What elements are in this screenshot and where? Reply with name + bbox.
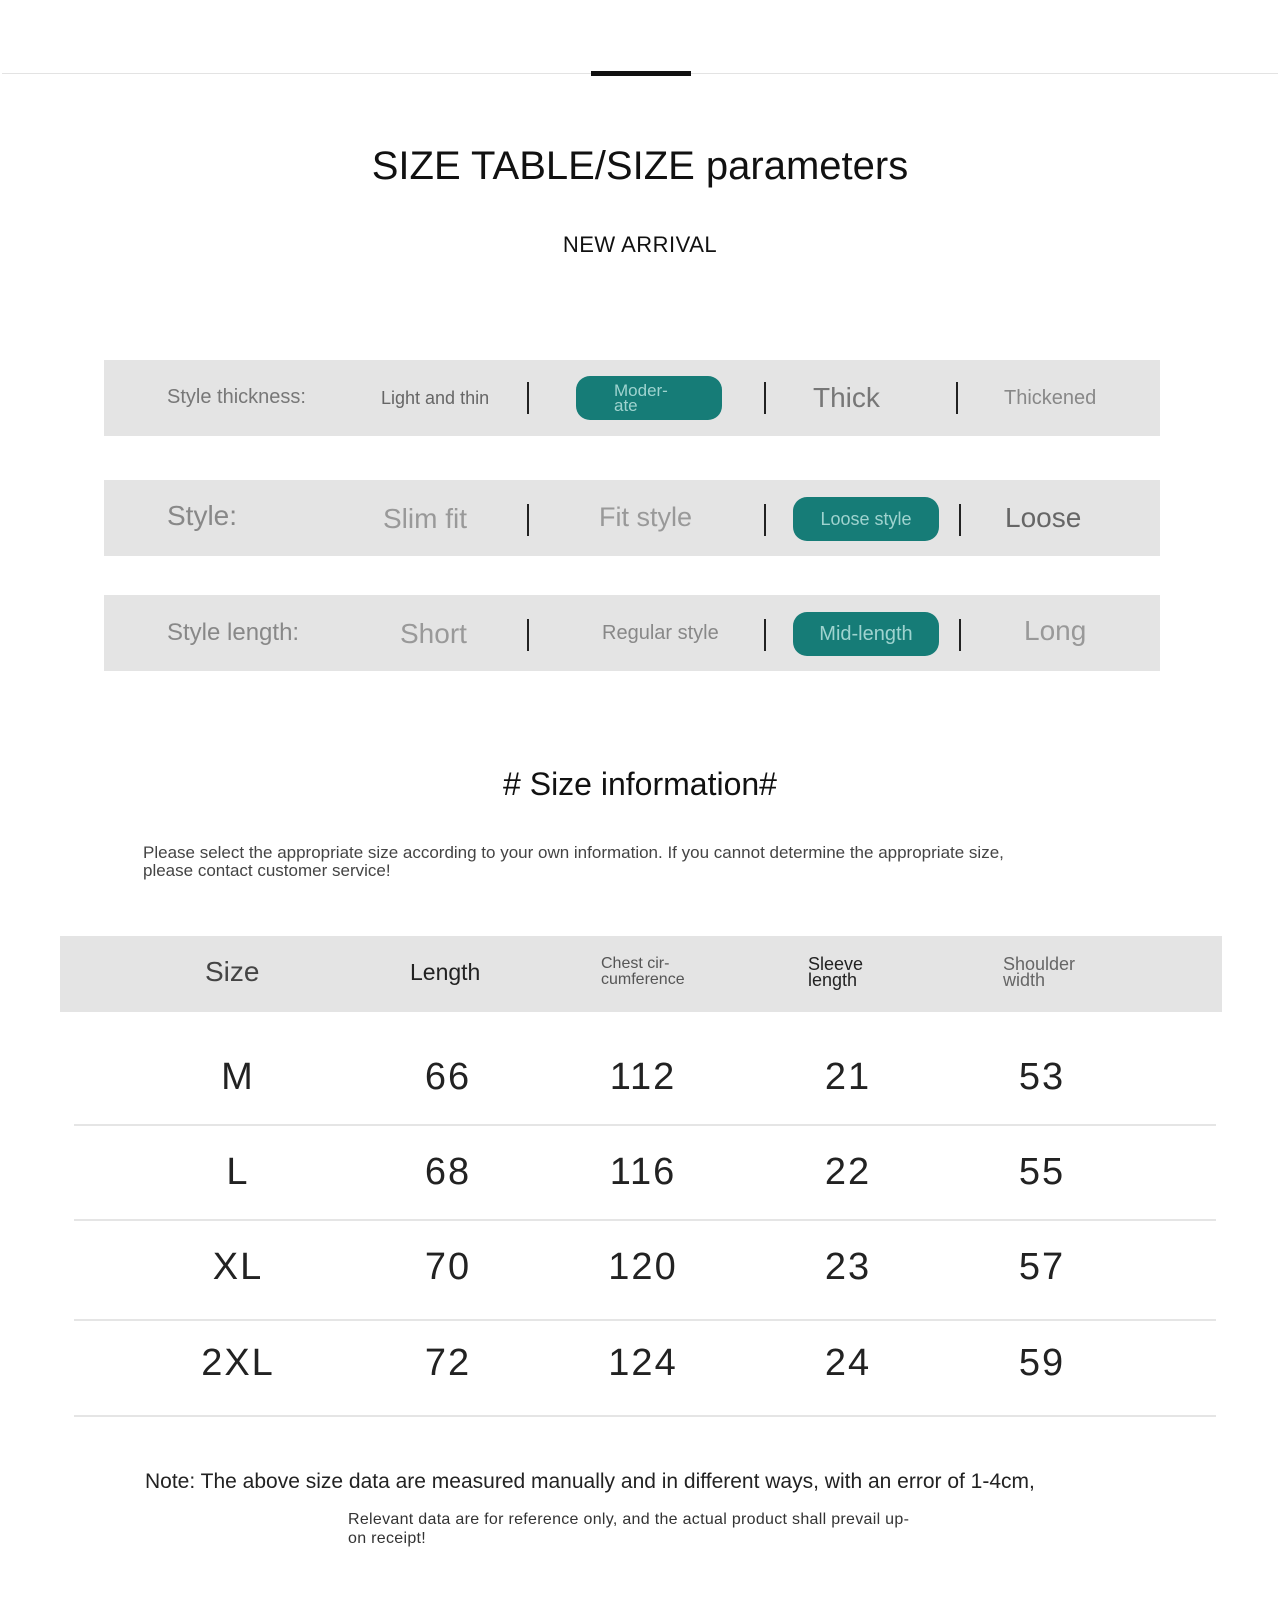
cell-sleeve: 24 xyxy=(824,1342,872,1384)
row-divider xyxy=(74,1415,1216,1417)
table-row xyxy=(0,1056,1280,1106)
header-sleeve-line1: Sleeve xyxy=(808,954,864,974)
size-information-title: # Size information# xyxy=(503,766,777,802)
separator xyxy=(764,504,766,536)
cell-sleeve: 22 xyxy=(824,1151,872,1193)
separator xyxy=(959,504,961,536)
row-divider xyxy=(74,1219,1216,1221)
cell-sleeve: 23 xyxy=(824,1246,872,1288)
row-divider xyxy=(74,1319,1216,1321)
cell-chest: 112 xyxy=(609,1056,677,1098)
option-regular-style: Regular style xyxy=(602,622,719,644)
header-chest-line1: Chest cir- xyxy=(601,955,670,972)
separator xyxy=(959,619,961,651)
separator xyxy=(956,382,958,414)
separator xyxy=(764,382,766,414)
option-short: Short xyxy=(400,618,467,649)
option-light-and-thin: Light and thin xyxy=(381,388,490,408)
table-row xyxy=(0,1342,1280,1392)
header-shoulder-width xyxy=(1003,956,1075,988)
header-sleeve-length xyxy=(808,956,863,988)
option-long: Long xyxy=(1024,615,1087,646)
cell-length: 70 xyxy=(424,1246,472,1288)
note-reference-line2: on receipt! xyxy=(348,1530,427,1547)
page-subtitle: NEW ARRIVAL xyxy=(562,232,718,257)
table-row xyxy=(0,1246,1280,1296)
selected-pill-moderate xyxy=(576,376,722,420)
separator xyxy=(527,619,529,651)
cell-shoulder: 57 xyxy=(1018,1246,1066,1288)
cell-shoulder: 59 xyxy=(1018,1342,1066,1384)
row-divider xyxy=(74,1124,1216,1126)
cell-shoulder: 53 xyxy=(1018,1056,1066,1098)
style-fit-row xyxy=(104,480,1160,556)
cell-sleeve: 21 xyxy=(824,1056,872,1098)
style-label: Style: xyxy=(167,500,238,531)
cell-size: XL xyxy=(212,1246,264,1288)
style-thickness-label: Style thickness: xyxy=(167,386,306,408)
table-row xyxy=(0,1151,1280,1201)
separator xyxy=(764,619,766,651)
separator xyxy=(527,382,529,414)
header-shoulder-line2: width xyxy=(1003,970,1046,990)
style-length-label: Style length: xyxy=(167,619,300,646)
cell-shoulder: 55 xyxy=(1018,1151,1066,1193)
selected-pill-mid-length: Mid-length xyxy=(793,612,939,656)
option-slim-fit: Slim fit xyxy=(383,503,467,534)
cell-length: 68 xyxy=(424,1151,472,1193)
top-accent-bar xyxy=(591,71,691,76)
selected-pill-loose-style: Loose style xyxy=(793,497,939,541)
note-text: Note: The above size data are measured manually and in different ways, with an error of 1-4cm, xyxy=(145,1470,1035,1493)
size-table-header xyxy=(60,936,1222,1012)
cell-size: L xyxy=(226,1151,250,1193)
cell-length: 72 xyxy=(424,1342,472,1384)
header-chest-line2: cumference xyxy=(601,971,685,988)
header-length: Length xyxy=(410,959,481,985)
cell-size: M xyxy=(221,1056,255,1098)
option-thick: Thick xyxy=(813,382,880,413)
option-thickened: Thickened xyxy=(1004,387,1097,409)
note-reference-line1: Relevant data are for reference only, and the actual product shall prevail up- xyxy=(348,1511,910,1528)
page-title: SIZE TABLE/SIZE parameters xyxy=(371,144,909,188)
pill-text-line2: ate xyxy=(614,396,638,415)
cell-length: 66 xyxy=(424,1056,472,1098)
intro-line-2: please contact customer service! xyxy=(143,861,391,880)
header-shoulder-line1: Shoulder xyxy=(1003,954,1076,974)
cell-chest: 116 xyxy=(609,1151,677,1193)
option-loose: Loose xyxy=(1005,502,1082,533)
option-fit-style: Fit style xyxy=(599,502,693,532)
size-intro-text xyxy=(143,844,1143,880)
cell-size: 2XL xyxy=(201,1342,275,1384)
header-chest-circumference xyxy=(601,956,685,988)
pill-text-line1: Moder- xyxy=(614,381,668,400)
header-size: Size xyxy=(205,956,260,987)
intro-line-1: Please select the appropriate size according to your own information. If you cannot determine the appropriate size, xyxy=(143,843,1004,862)
style-thickness-row xyxy=(104,360,1160,436)
cell-chest: 120 xyxy=(608,1246,678,1288)
separator xyxy=(527,504,529,536)
style-length-row xyxy=(104,595,1160,671)
header-sleeve-line2: length xyxy=(808,970,858,990)
cell-chest: 124 xyxy=(608,1342,678,1384)
note-reference-text xyxy=(348,1510,968,1548)
